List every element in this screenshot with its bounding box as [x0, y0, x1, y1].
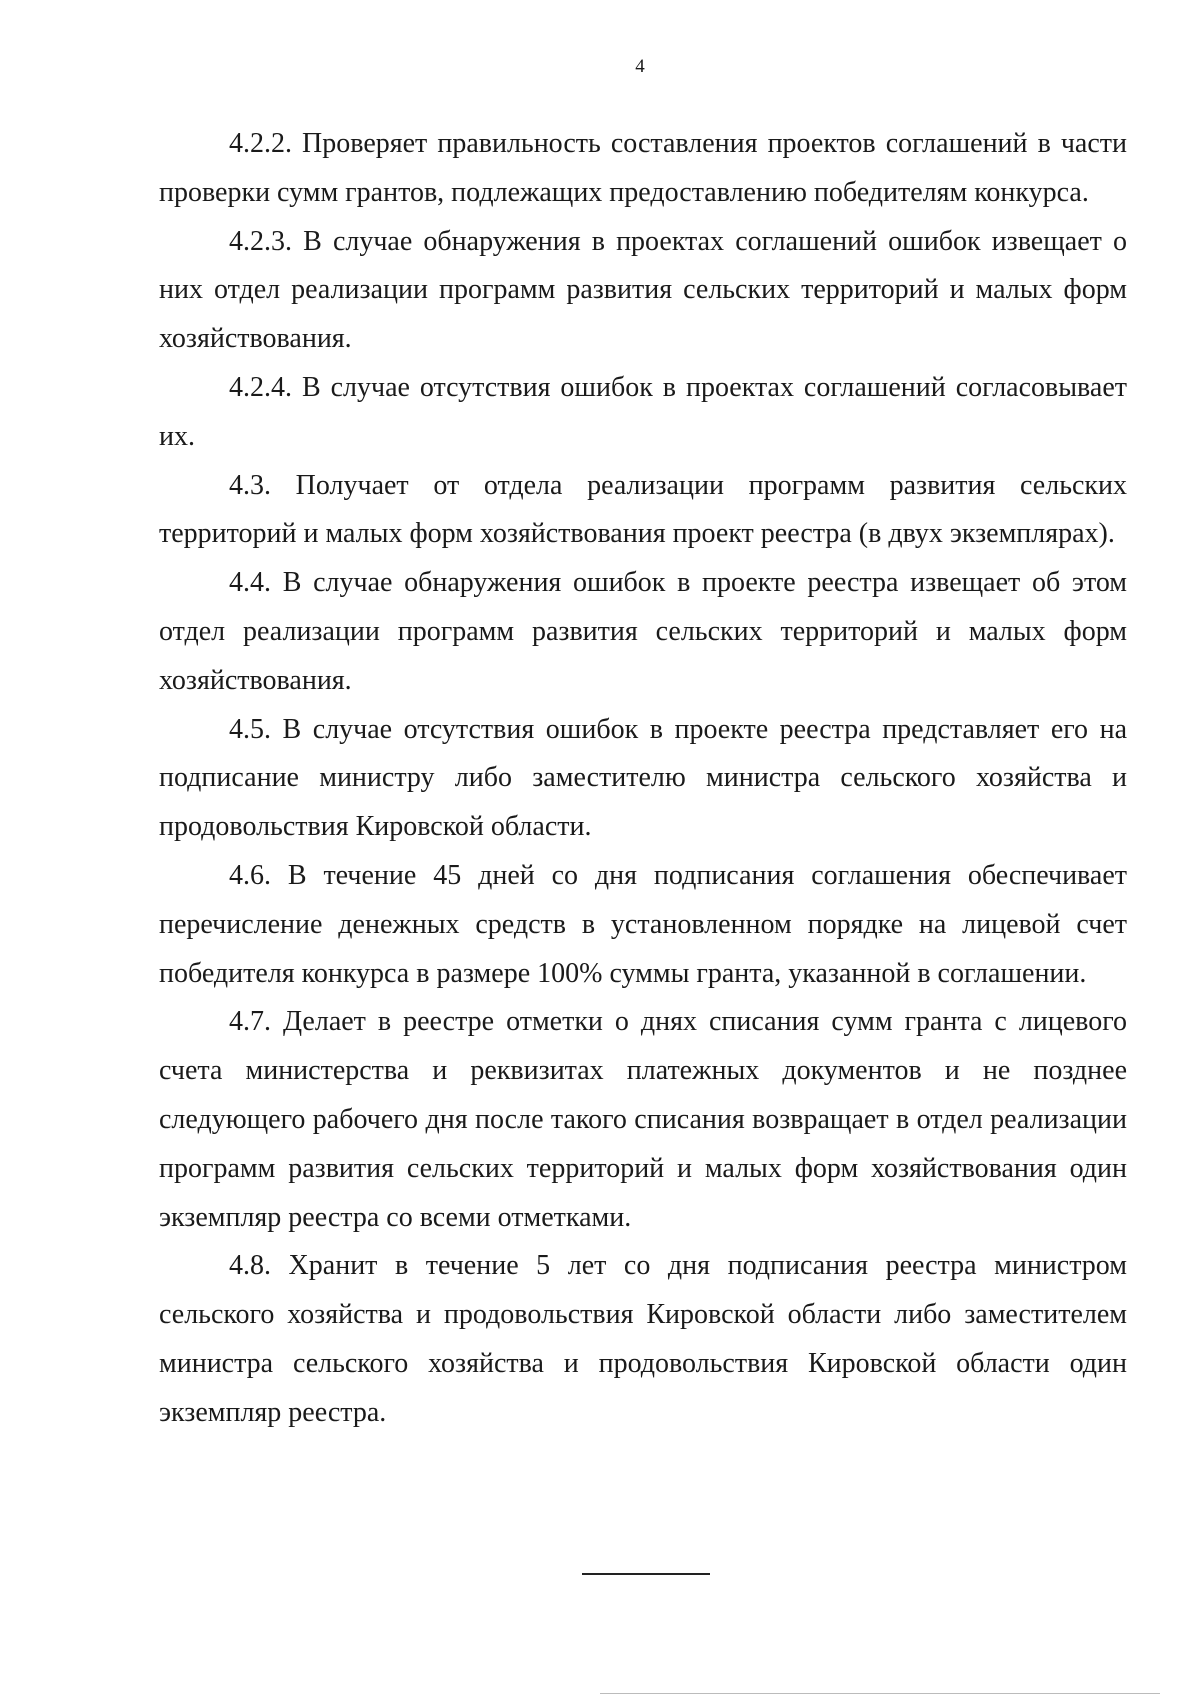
- paragraph-4-2-4: 4.2.4. В случае отсутствия ошибок в проектах соглашений согласовывает их.: [159, 371, 1127, 452]
- paragraph-4-7: 4.7. Делает в реестре отметки о днях списания сумм гранта с лицевого счета министерства и реквизитах платежных документов и не позднее следующего рабочего дня после такого списания возвращает в отдел реализации программ развития сельских территорий и малых форм хозяйствования один экземпляр реестра со всеми отметками.: [159, 1006, 1127, 1233]
- paragraph-4-6: 4.6. В течение 45 дней со дня подписания соглашения обеспечивает перечисление денежных средств в установленном порядке на лицевой счет победителя конкурса в размере 100% суммы гранта, указанной в соглашении.: [159, 859, 1127, 989]
- paragraph-4-8: 4.8. Хранит в течение 5 лет со дня подписания реестра министром сельского хозяйства и продовольствия Кировской области либо заместителем министра сельского хозяйства и продовольствия Кировской области один экземпляр реестра.: [159, 1250, 1127, 1428]
- paragraph-4-3: 4.3. Получает от отдела реализации программ развития сельских территорий и малых форм хозяйствования проект реестра (в двух экземплярах).: [159, 469, 1127, 550]
- page-number: 4: [635, 56, 645, 77]
- end-of-text-divider: [582, 1573, 710, 1575]
- paragraph-4-2-3: 4.2.3. В случае обнаружения в проектах соглашений ошибок извещает о них отдел реализации программ развития сельских территорий и малых форм хозяйствования.: [159, 225, 1127, 355]
- paragraph-4-2-2: 4.2.2. Проверяет правильность составления проектов соглашений в части проверки сумм грантов, подлежащих предоставлению победителям конкурса.: [159, 128, 1127, 208]
- document-body: [159, 120, 1127, 1438]
- paragraph-4-4: 4.4. В случае обнаружения ошибок в проекте реестра извещает об этом отдел реализации программ развития сельских территорий и малых форм хозяйствования.: [159, 567, 1127, 696]
- scan-edge-line: [600, 1693, 1160, 1694]
- paragraph-4-5: 4.5. В случае отсутствия ошибок в проекте реестра представляет его на подписание министру либо заместителю министра сельского хозяйства и продовольствия Кировской области.: [159, 713, 1127, 843]
